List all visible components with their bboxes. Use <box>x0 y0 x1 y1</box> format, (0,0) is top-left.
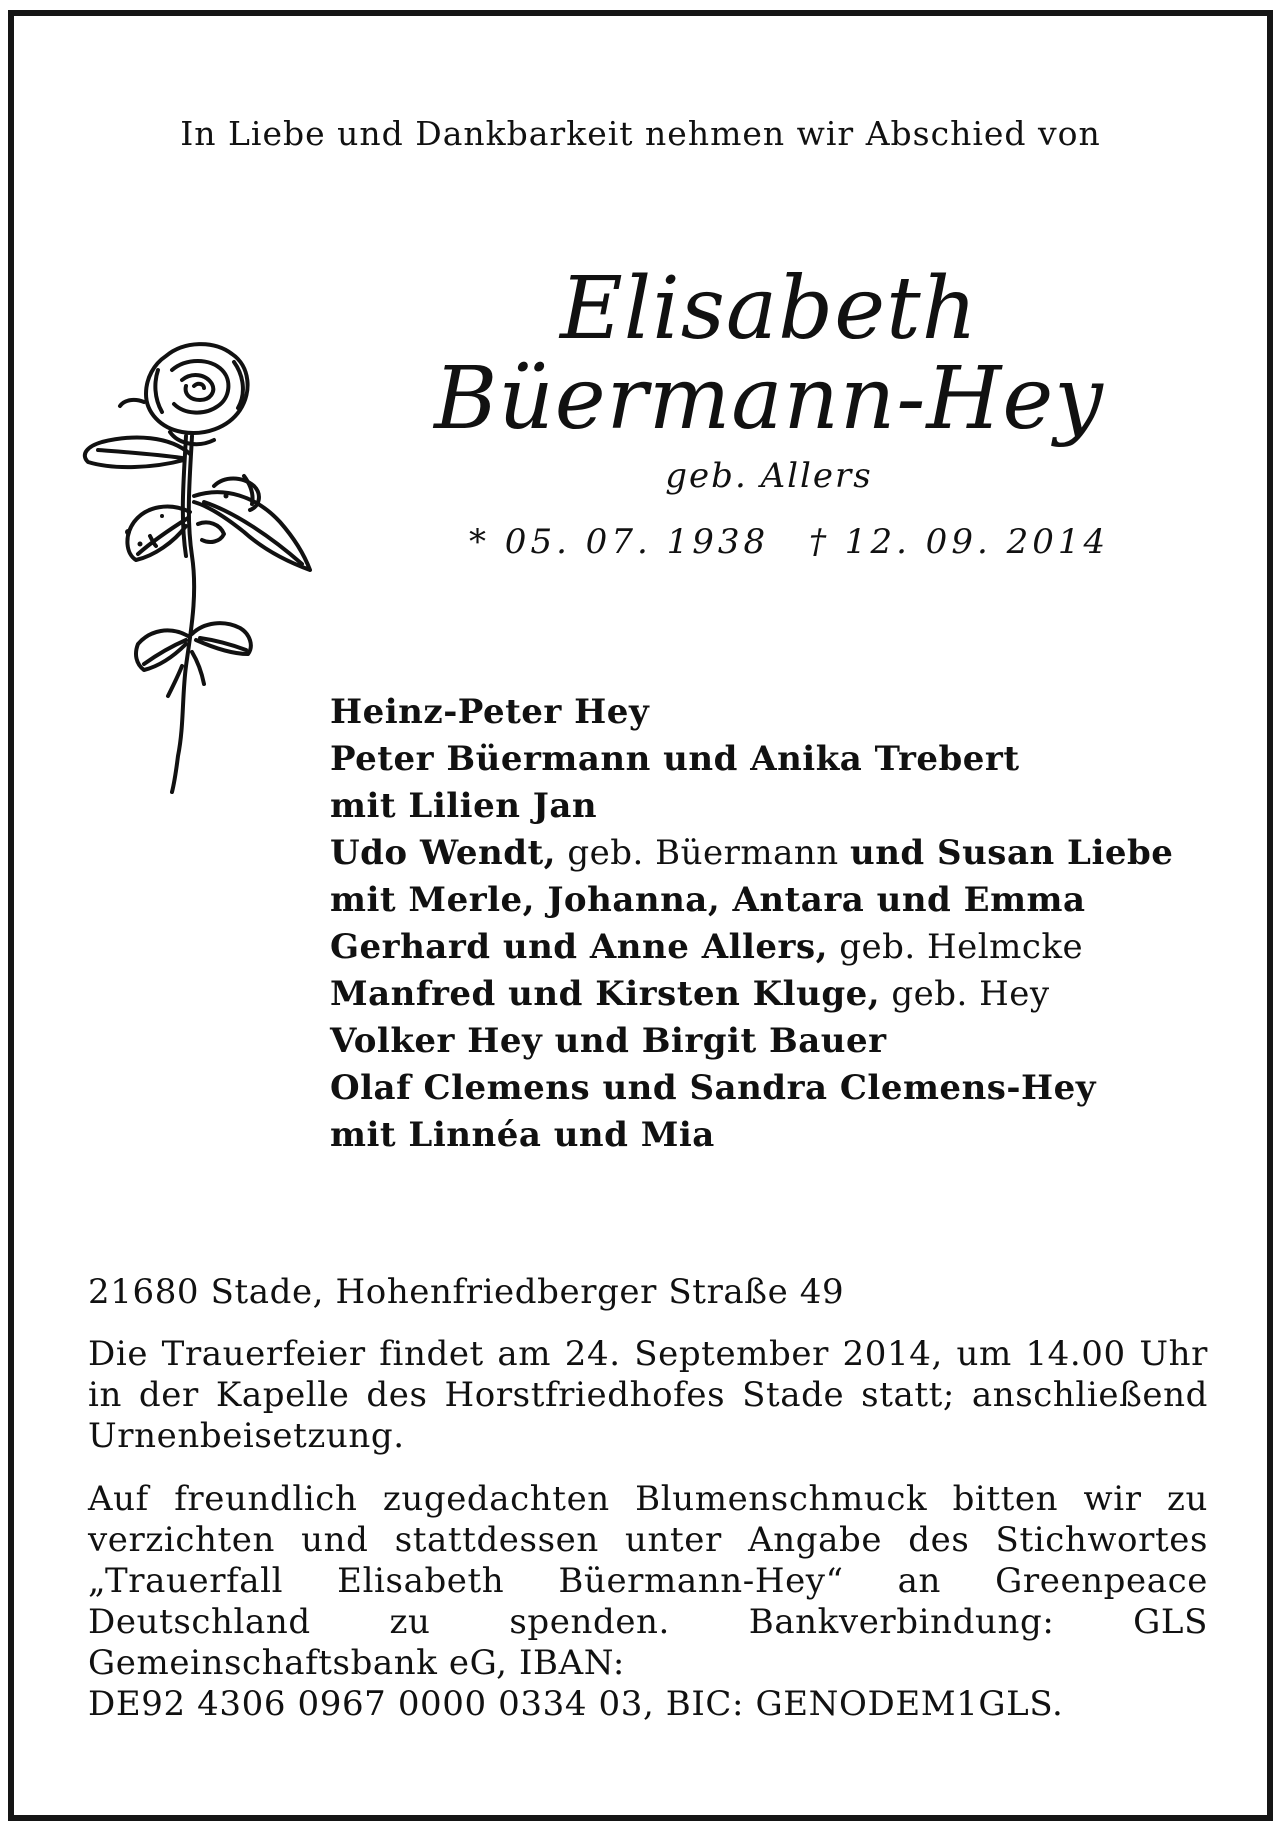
family-member-line <box>330 1065 1173 1112</box>
birth-date: * 05. 07. 1938 <box>469 522 770 562</box>
family-member-text: Udo Wendt, <box>330 833 557 873</box>
family-member-text: Heinz-Peter Hey <box>330 692 650 732</box>
address-line: 21680 Stade, Hohenfriedberger Straße 49 <box>88 1272 845 1312</box>
ceremony-paragraph: Die Trauerfeier findet am 24. September 2014, um 14.00 Uhr in der Kapelle des Horstfriedhofes Stade statt; anschließend Urnenbeisetzung. <box>88 1334 1208 1456</box>
family-member-line <box>330 924 1173 971</box>
family-member-text: Volker Hey und Birgit Bauer <box>330 1021 887 1061</box>
family-member-text: geb. Hey <box>880 974 1050 1014</box>
family-member-text: Manfred und Kirsten Kluge, <box>330 974 881 1014</box>
family-member-text: und Susan Liebe <box>849 833 1174 873</box>
family-member-line <box>330 830 1173 877</box>
donation-paragraph <box>88 1479 1208 1725</box>
rose-icon <box>74 336 319 796</box>
deceased-last-name: Büermann-Hey <box>434 349 1104 449</box>
death-date: † 12. 09. 2014 <box>809 522 1110 562</box>
intro-line: In Liebe und Dankbarkeit nehmen wir Abschied von <box>180 114 1101 153</box>
deceased-first-name: Elisabeth <box>559 259 979 359</box>
family-member-line <box>330 783 1173 830</box>
family-member-text: mit Linnéa und Mia <box>330 1115 715 1155</box>
family-member-line <box>330 689 1173 736</box>
family-member-text: mit Lilien Jan <box>330 786 598 826</box>
family-member-line <box>330 1018 1173 1065</box>
family-member-line <box>330 971 1173 1018</box>
family-list <box>330 689 1173 1159</box>
family-member-text: Peter Büermann und Anika Trebert <box>330 739 1020 779</box>
maiden-name: geb. Allers <box>665 456 873 496</box>
family-member-text: geb. Büermann <box>556 833 850 873</box>
family-member-line <box>330 1112 1173 1159</box>
bank-details: DE92 4306 0967 0000 0334 03, BIC: GENODEM1GLS. <box>88 1684 1064 1724</box>
family-member-text: geb. Helmcke <box>827 927 1084 967</box>
family-member-line <box>330 736 1173 783</box>
obituary-frame <box>8 10 1273 1821</box>
life-dates <box>469 522 1110 562</box>
family-member-line <box>330 877 1173 924</box>
donation-text: Auf freundlich zugedachten Blumenschmuck bitten wir zu verzichten und stattdessen unter Angabe des Stichwortes „Trauerfall Elisabeth Büermann-Hey“ an Greenpeace Deutschland zu spenden. Bankverbindung: GLS Gemeinschaftsbank eG, IBAN: <box>88 1479 1208 1683</box>
family-member-text: Olaf Clemens und Sandra Clemens-Hey <box>330 1068 1097 1108</box>
family-member-text: mit Merle, Johanna, Antara und Emma <box>330 880 1086 920</box>
family-member-text: Gerhard und Anne Allers, <box>330 927 828 967</box>
